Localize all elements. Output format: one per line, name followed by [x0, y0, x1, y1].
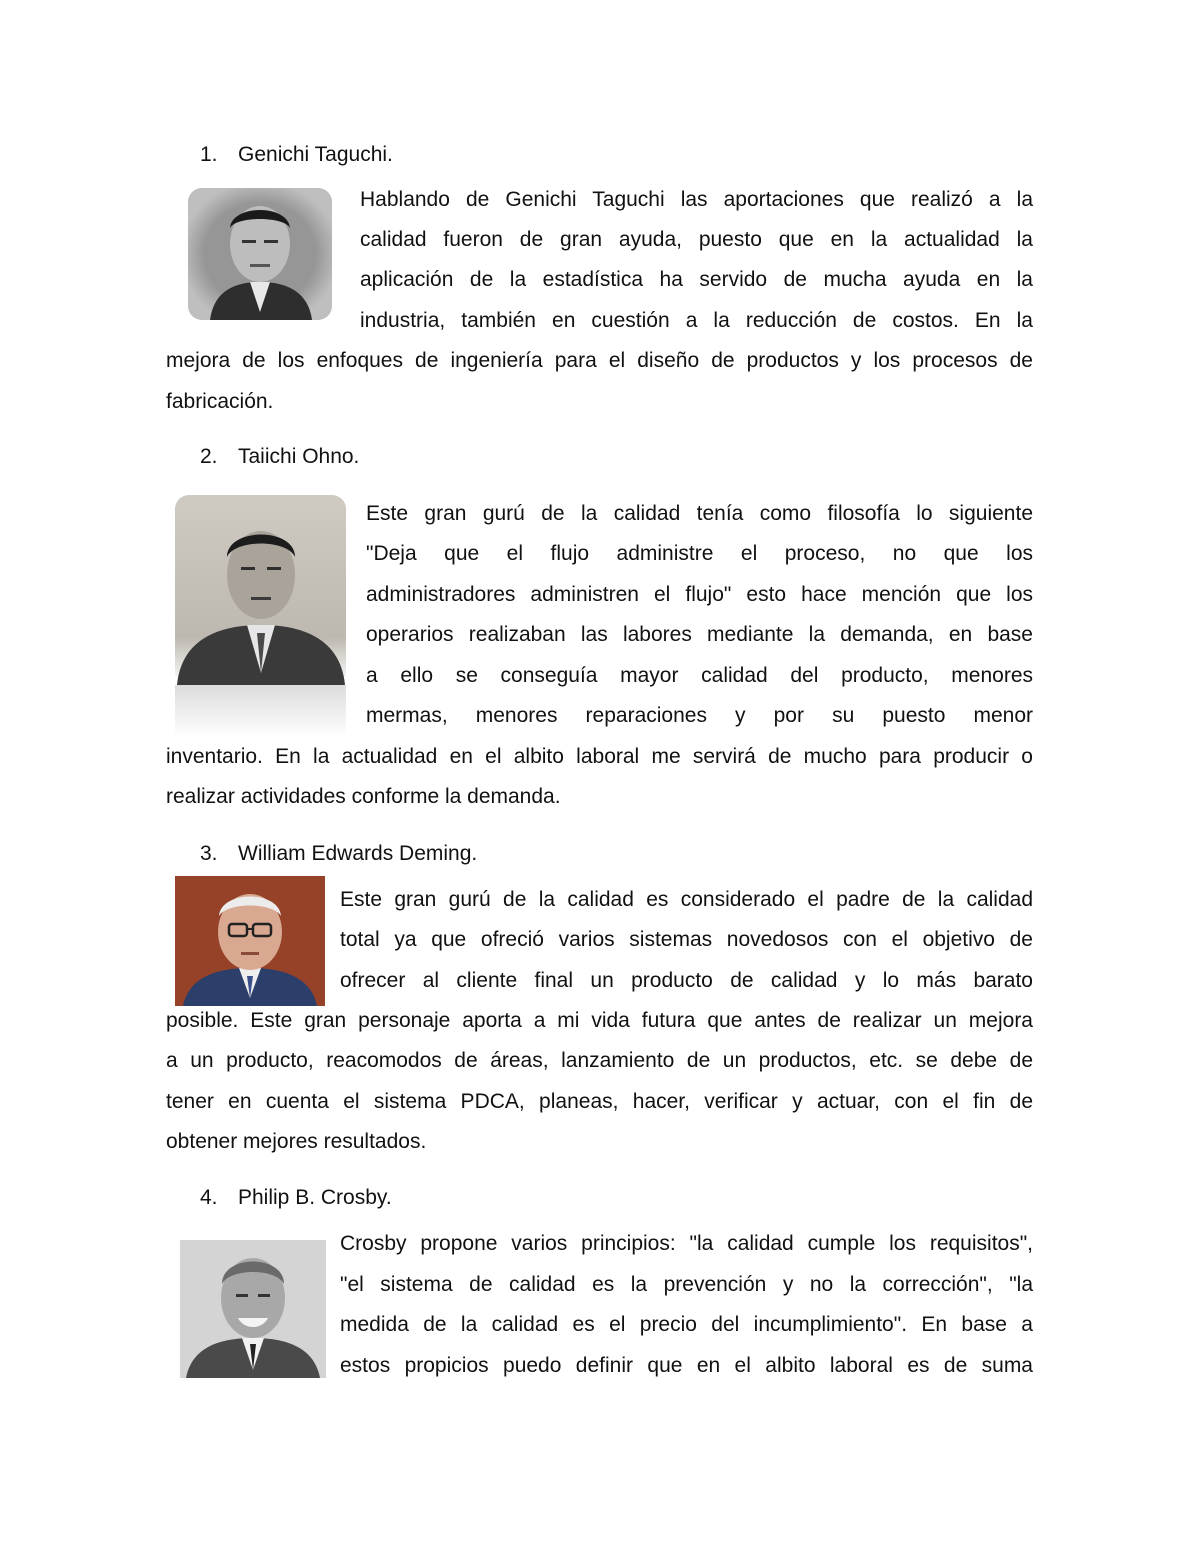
paragraph-line: inventario. En la actualidad en el albito laboral me servirá de mucho para producir o: [166, 745, 1033, 768]
paragraph-line: a ello se conseguía mayor calidad del producto, menores: [366, 664, 1033, 687]
paragraph-line: industria, también en cuestión a la reducción de costos. En la: [360, 309, 1033, 332]
paragraph-line: obtener mejores resultados.: [166, 1130, 427, 1153]
section-heading-taguchi: [200, 140, 393, 170]
section-number: 2.: [200, 445, 218, 468]
paragraph-line: a un producto, reacomodos de áreas, lanzamiento de un productos, etc. se debe de: [166, 1049, 1033, 1072]
portrait-photo-icon: [180, 1240, 326, 1378]
paragraph-line: estos propicios puedo definir que en el albito laboral es de suma: [340, 1354, 1033, 1377]
portrait-photo-icon: [175, 876, 325, 1006]
section-heading-deming: [200, 839, 477, 869]
paragraph-line: tener en cuenta el sistema PDCA, planeas, hacer, verificar y actuar, con el fin de: [166, 1090, 1033, 1113]
paragraph-line: "Deja que el flujo administre el proceso, no que los: [366, 542, 1033, 565]
paragraph-line: Hablando de Genichi Taguchi las aportaciones que realizó a la: [360, 188, 1033, 211]
section-title: Taiichi Ohno.: [238, 445, 360, 468]
paragraph-line: total ya que ofreció varios sistemas novedosos con el objetivo de: [340, 928, 1033, 951]
paragraph-line: operarios realizaban las labores mediante la demanda, en base: [366, 623, 1033, 646]
section-title: William Edwards Deming.: [238, 842, 478, 865]
section-heading-ohno: [200, 442, 359, 472]
paragraph-line: posible. Este gran personaje aporta a mi vida futura que antes de realizar un mejora: [166, 1009, 1033, 1032]
paragraph-line: medida de la calidad es el precio del incumplimiento". En base a: [340, 1313, 1033, 1336]
paragraph-line: fabricación.: [166, 390, 274, 413]
paragraph-line: mermas, menores reparaciones y por su puesto menor: [366, 704, 1033, 727]
paragraph-line: ofrecer al cliente final un producto de calidad y lo más barato: [340, 969, 1033, 992]
paragraph-line: administradores administren el flujo" esto hace mención que los: [366, 583, 1033, 606]
paragraph-line: Crosby propone varios principios: "la calidad cumple los requisitos",: [340, 1232, 1033, 1255]
paragraph-line: "el sistema de calidad es la prevención y no la corrección", "la: [340, 1273, 1033, 1296]
paragraph-line: Este gran gurú de la calidad tenía como filosofía lo siguiente: [366, 502, 1033, 525]
section-title: Philip B. Crosby.: [238, 1186, 392, 1209]
portrait-photo-icon: [173, 493, 348, 738]
paragraph-line: realizar actividades conforme la demanda.: [166, 785, 561, 808]
section-number: 3.: [200, 842, 218, 865]
paragraph-line: Este gran gurú de la calidad es considerado el padre de la calidad: [340, 888, 1033, 911]
section-number: 1.: [200, 143, 218, 166]
paragraph-line: aplicación de la estadística ha servido de mucha ayuda en la: [360, 268, 1033, 291]
section-title: Genichi Taguchi.: [238, 143, 393, 166]
section-heading-crosby: [200, 1183, 392, 1213]
paragraph-line: mejora de los enfoques de ingeniería para el diseño de productos y los procesos de: [166, 349, 1033, 372]
section-number: 4.: [200, 1186, 218, 1209]
paragraph-line: calidad fueron de gran ayuda, puesto que en la actualidad la: [360, 228, 1033, 251]
portrait-photo-icon: [180, 182, 340, 327]
